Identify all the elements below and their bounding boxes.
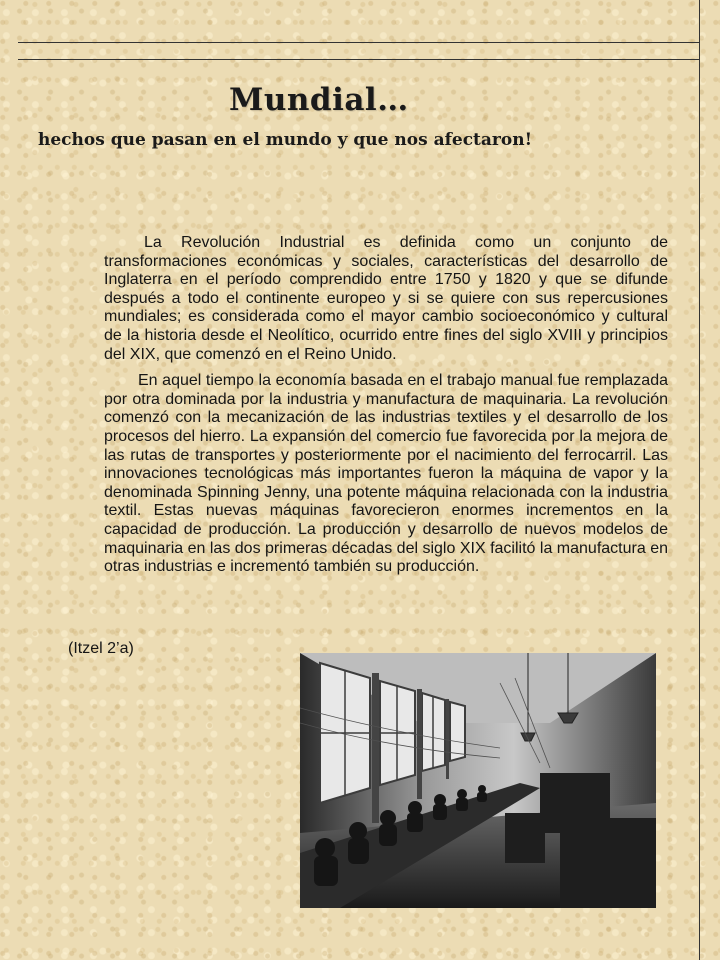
- author-attribution: (Itzel 2’a): [68, 640, 134, 657]
- header-rule-top: [18, 42, 700, 43]
- factory-photo-illustration: [300, 653, 656, 908]
- header-rule-bottom: [18, 59, 700, 60]
- right-margin-rule: [699, 0, 700, 960]
- factory-photo: [300, 653, 656, 908]
- page-subtitle: hechos que pasan en el mundo y que nos afectaron!: [38, 130, 533, 150]
- article-body: [104, 234, 668, 577]
- page-title: Mundial…: [229, 82, 409, 118]
- article-paragraph-2: En aquel tiempo la economía basada en el trabajo manual fue remplazada por otra dominada por la industria y manufactura de maquinaria. La revolución comenzó con la mecanización de las industrias textiles y el desarrollo de los procesos del hierro. La expansión del comercio fue favorecida por la mejora de las rutas de transportes y posteriormente por el nacimiento del ferrocarril. Las innovaciones tecnológicas más importantes fueron la máquina de vapor y la denominada Spinning Jenny, una potente máquina relacionada con la industria textil. Estas nuevas máquinas favorecieron enormes incrementos en la capacidad de producción. La producción y desarrollo de nuevos modelos de maquinaria en las dos primeras décadas del siglo XIX facilitó la manufactura en otras industrias e incrementó también su producción.: [104, 372, 668, 576]
- article-paragraph-1: La Revolución Industrial es definida como un conjunto de transformaciones económicas y sociales, características del desarrollo de Inglaterra en el período comprendido entre 1750 y 1820 y que se difunde después a todo el continente europeo y si se quiere con sus repercusiones mundiales; es considerada como el mayor cambio socioeconómico y cultural de la historia desde el Neolítico, ocurrido entre fines del siglo XVIII y principios del XIX, que comenzó en el Reino Unido.: [104, 234, 668, 363]
